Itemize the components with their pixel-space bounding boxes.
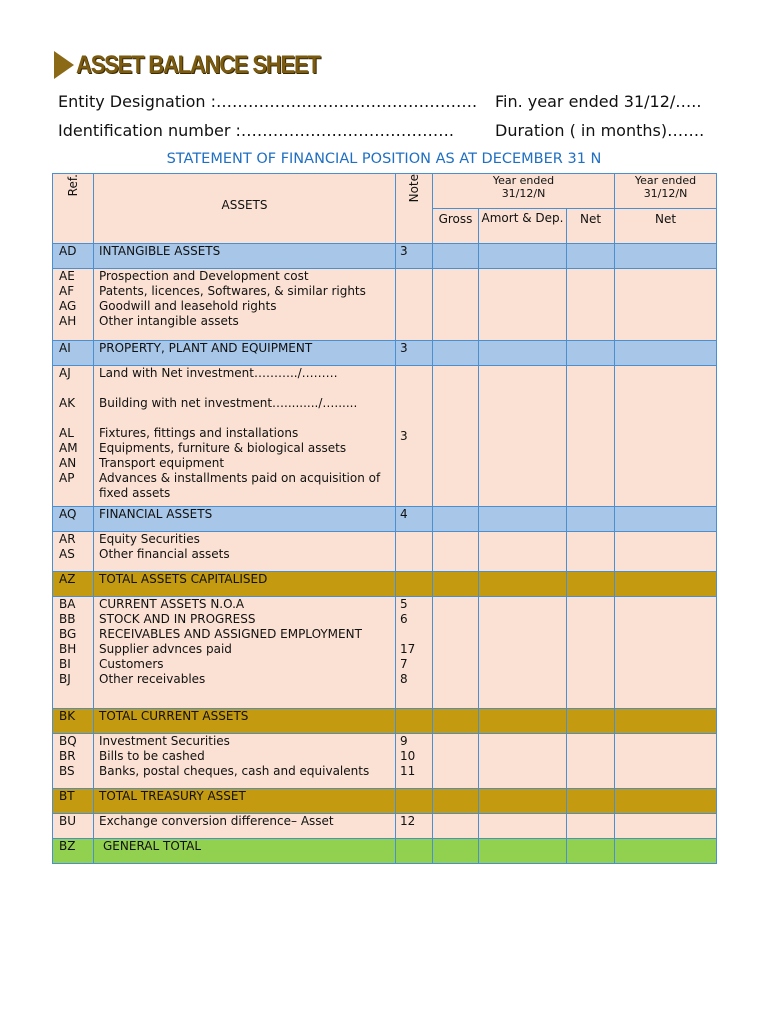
header-ref: Ref. bbox=[53, 174, 94, 244]
row-notes: 9 10 11 bbox=[396, 734, 433, 789]
gross-cell[interactable] bbox=[433, 532, 479, 572]
row-code: BK bbox=[53, 709, 94, 734]
amort-cell[interactable] bbox=[479, 597, 567, 709]
header-note: Note bbox=[396, 174, 433, 244]
gross-cell[interactable] bbox=[433, 507, 479, 532]
gross-cell[interactable] bbox=[433, 839, 479, 864]
prev-net-cell[interactable] bbox=[615, 269, 717, 341]
flag-icon bbox=[54, 51, 74, 79]
header-assets: ASSETS bbox=[94, 174, 396, 244]
amort-cell[interactable] bbox=[479, 341, 567, 366]
gross-cell[interactable] bbox=[433, 734, 479, 789]
row-label: TOTAL CURRENT ASSETS bbox=[94, 709, 396, 734]
row-note: 3 bbox=[396, 244, 433, 269]
header-prev-net: Net bbox=[615, 209, 717, 244]
gross-cell[interactable] bbox=[433, 597, 479, 709]
net-cell[interactable] bbox=[567, 244, 615, 269]
section-row-total-current bbox=[53, 709, 717, 734]
row-code: AQ bbox=[53, 507, 94, 532]
treasury-items-row bbox=[53, 734, 717, 789]
net-cell[interactable] bbox=[567, 789, 615, 814]
row-label: TOTAL ASSETS CAPITALISED bbox=[94, 572, 396, 597]
header-net: Net bbox=[567, 209, 615, 244]
ppe-items-row bbox=[53, 366, 717, 507]
row-labels: Equity Securities Other financial assets bbox=[94, 532, 396, 572]
header-row-1 bbox=[53, 174, 717, 209]
prev-net-cell[interactable] bbox=[615, 789, 717, 814]
amort-cell[interactable] bbox=[479, 709, 567, 734]
row-note: 3 bbox=[396, 366, 433, 507]
statement-title: STATEMENT OF FINANCIAL POSITION AS AT DECEMBER 31 N bbox=[166, 151, 602, 167]
row-codes: AJ AK AL AM AN AP bbox=[53, 366, 94, 507]
gross-cell[interactable] bbox=[433, 789, 479, 814]
fin-year: Fin. year ended 31/12/….. bbox=[495, 92, 702, 111]
amort-cell[interactable] bbox=[479, 366, 567, 507]
header-prev-year-ended: Year ended 31/12/N bbox=[615, 174, 717, 209]
section-row-general-total bbox=[53, 839, 717, 864]
net-cell[interactable] bbox=[567, 532, 615, 572]
section-row-total-capitalised bbox=[53, 572, 717, 597]
gross-cell[interactable] bbox=[433, 572, 479, 597]
row-code: BT bbox=[53, 789, 94, 814]
amort-cell[interactable] bbox=[479, 507, 567, 532]
prev-net-cell[interactable] bbox=[615, 597, 717, 709]
row-note: 3 bbox=[396, 341, 433, 366]
prev-net-cell[interactable] bbox=[615, 507, 717, 532]
net-cell[interactable] bbox=[567, 366, 615, 507]
row-labels: Investment Securities Bills to be cashed Banks, postal cheques, cash and equivalents bbox=[94, 734, 396, 789]
row-code: BU bbox=[53, 814, 94, 839]
row-labels: Land with Net investment………../……… Building with net investment…........./…...... Fixtures, fittings and installations Equipments, furniture & biological assets Transport equipment Advances & installments paid on acquisition of fixed assets bbox=[94, 366, 396, 507]
entity-designation: Entity Designation :…………………………………………. bbox=[58, 92, 478, 111]
gross-cell[interactable] bbox=[433, 814, 479, 839]
amort-cell[interactable] bbox=[479, 839, 567, 864]
net-cell[interactable] bbox=[567, 814, 615, 839]
row-note: 12 bbox=[396, 814, 433, 839]
row-note bbox=[396, 789, 433, 814]
gross-cell[interactable] bbox=[433, 709, 479, 734]
net-cell[interactable] bbox=[567, 839, 615, 864]
amort-cell[interactable] bbox=[479, 269, 567, 341]
identification-number: Identification number :…………………………………. bbox=[58, 121, 454, 140]
gross-cell[interactable] bbox=[433, 366, 479, 507]
prev-net-cell[interactable] bbox=[615, 709, 717, 734]
page-title: ASSET BALANCE SHEET bbox=[76, 50, 320, 79]
row-code: AZ bbox=[53, 572, 94, 597]
row-codes: BA BB BG BH BI BJ bbox=[53, 597, 94, 709]
row-codes: BQ BR BS bbox=[53, 734, 94, 789]
title-block bbox=[54, 50, 320, 80]
exchange-row bbox=[53, 814, 717, 839]
row-label: GENERAL TOTAL bbox=[94, 839, 396, 864]
net-cell[interactable] bbox=[567, 507, 615, 532]
balance-sheet-table bbox=[52, 173, 717, 864]
header-amort: Amort & Dep. bbox=[479, 209, 567, 244]
header-year-ended: Year ended 31/12/N bbox=[433, 174, 615, 209]
amort-cell[interactable] bbox=[479, 572, 567, 597]
section-row-total-treasury bbox=[53, 789, 717, 814]
prev-net-cell[interactable] bbox=[615, 532, 717, 572]
prev-net-cell[interactable] bbox=[615, 572, 717, 597]
row-code: AD bbox=[53, 244, 94, 269]
row-codes: AR AS bbox=[53, 532, 94, 572]
financial-items-row bbox=[53, 532, 717, 572]
row-note: 4 bbox=[396, 507, 433, 532]
row-note bbox=[396, 572, 433, 597]
prev-net-cell[interactable] bbox=[615, 734, 717, 789]
amort-cell[interactable] bbox=[479, 734, 567, 789]
section-row-financial bbox=[53, 507, 717, 532]
gross-cell[interactable] bbox=[433, 269, 479, 341]
amort-cell[interactable] bbox=[479, 789, 567, 814]
net-cell[interactable] bbox=[567, 572, 615, 597]
row-note bbox=[396, 269, 433, 341]
row-codes: AE AF AG AH bbox=[53, 269, 94, 341]
intangible-items-row bbox=[53, 269, 717, 341]
row-label: FINANCIAL ASSETS bbox=[94, 507, 396, 532]
amort-cell[interactable] bbox=[479, 244, 567, 269]
amort-cell[interactable] bbox=[479, 814, 567, 839]
gross-cell[interactable] bbox=[433, 244, 479, 269]
row-note bbox=[396, 709, 433, 734]
header-gross: Gross bbox=[433, 209, 479, 244]
row-code: BZ bbox=[53, 839, 94, 864]
prev-net-cell[interactable] bbox=[615, 814, 717, 839]
row-notes: 5 6 17 7 8 bbox=[396, 597, 433, 709]
prev-net-cell[interactable] bbox=[615, 341, 717, 366]
row-labels: CURRENT ASSETS N.O.A STOCK AND IN PROGRESS RECEIVABLES AND ASSIGNED EMPLOYMENT Supplier advnces paid Customers Other receivables bbox=[94, 597, 396, 709]
section-row-intangible bbox=[53, 244, 717, 269]
net-cell[interactable] bbox=[567, 597, 615, 709]
net-cell[interactable] bbox=[567, 269, 615, 341]
row-labels: Prospection and Development cost Patents, licences, Softwares, & similar rights Goodwill and leasehold rights Other intangible assets bbox=[94, 269, 396, 341]
prev-net-cell[interactable] bbox=[615, 839, 717, 864]
gross-cell[interactable] bbox=[433, 341, 479, 366]
row-label: INTANGIBLE ASSETS bbox=[94, 244, 396, 269]
net-cell[interactable] bbox=[567, 341, 615, 366]
prev-net-cell[interactable] bbox=[615, 366, 717, 507]
section-row-ppe bbox=[53, 341, 717, 366]
prev-net-cell[interactable] bbox=[615, 244, 717, 269]
duration: Duration ( in months)……. bbox=[495, 121, 705, 140]
amort-cell[interactable] bbox=[479, 532, 567, 572]
current-items-row bbox=[53, 597, 717, 709]
row-code: AI bbox=[53, 341, 94, 366]
row-label: Exchange conversion difference– Asset bbox=[94, 814, 396, 839]
row-note bbox=[396, 839, 433, 864]
row-note bbox=[396, 532, 433, 572]
net-cell[interactable] bbox=[567, 734, 615, 789]
row-label: TOTAL TREASURY ASSET bbox=[94, 789, 396, 814]
net-cell[interactable] bbox=[567, 709, 615, 734]
row-label: PROPERTY, PLANT AND EQUIPMENT bbox=[94, 341, 396, 366]
